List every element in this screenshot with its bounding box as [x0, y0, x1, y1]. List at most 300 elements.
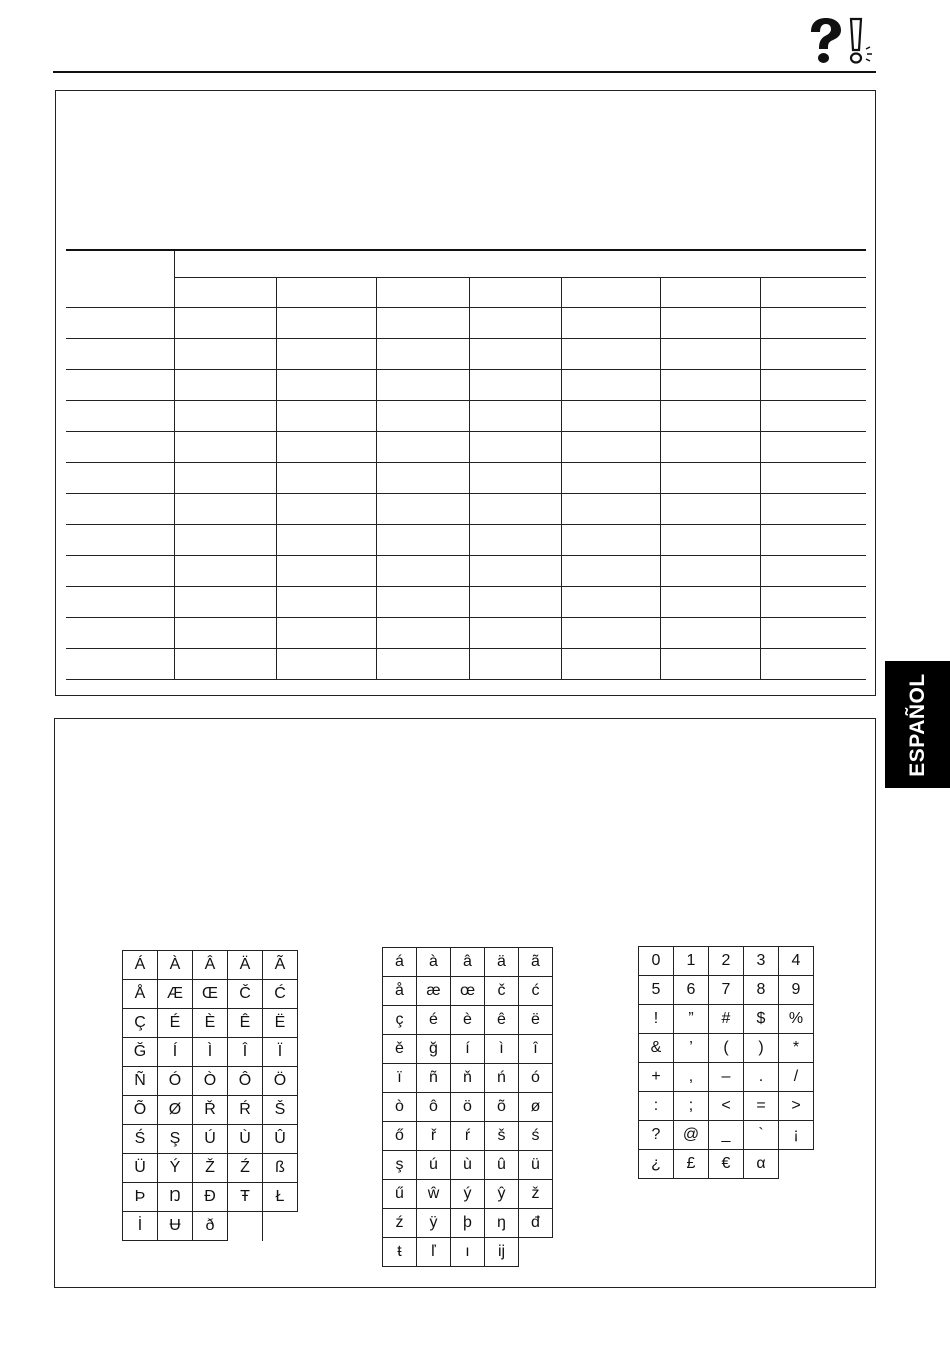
character-cell: ň — [451, 1064, 485, 1093]
character-cell: Â — [193, 951, 228, 980]
table-cell — [561, 617, 660, 648]
table-cell — [760, 586, 866, 617]
character-cell: ç — [383, 1006, 417, 1035]
table-cell — [174, 250, 866, 277]
table-cell — [174, 524, 276, 555]
table-cell — [760, 307, 866, 338]
table-cell — [660, 400, 760, 431]
character-cell: ü — [519, 1151, 553, 1180]
table-cell — [660, 369, 760, 400]
character-cell: Ŧ — [228, 1183, 263, 1212]
character-cell: ; — [674, 1092, 709, 1121]
table-cell — [276, 493, 376, 524]
table-cell — [469, 338, 561, 369]
character-cell: Ç — [123, 1009, 158, 1038]
character-cell: . — [744, 1063, 779, 1092]
character-cell: ŷ — [485, 1180, 519, 1209]
uppercase-character-grid — [122, 950, 298, 1241]
character-cell: Û — [263, 1125, 298, 1154]
character-cell: ø — [519, 1093, 553, 1122]
table-cell — [561, 400, 660, 431]
table-cell — [276, 277, 376, 307]
character-cell: % — [779, 1005, 814, 1034]
character-cell: > — [779, 1092, 814, 1121]
character-cell: 7 — [709, 976, 744, 1005]
table-cell — [660, 307, 760, 338]
character-cell: â — [451, 948, 485, 977]
character-cell: Ñ — [123, 1067, 158, 1096]
table-cell — [469, 431, 561, 462]
table-cell — [660, 586, 760, 617]
table-cell — [276, 524, 376, 555]
table-cell — [174, 617, 276, 648]
character-cell: Ú — [193, 1125, 228, 1154]
grid-row — [383, 1180, 553, 1209]
table-cell — [469, 369, 561, 400]
character-cell: # — [709, 1005, 744, 1034]
table-row — [66, 524, 866, 555]
table-cell — [276, 617, 376, 648]
lowercase-character-grid — [382, 947, 553, 1267]
character-cell: é — [417, 1006, 451, 1035]
character-cell: Ŕ — [228, 1096, 263, 1125]
table-cell — [66, 648, 174, 679]
character-cell: ş — [383, 1151, 417, 1180]
character-cell: , — [674, 1063, 709, 1092]
character-cell: æ — [417, 977, 451, 1006]
character-cell: Č — [228, 980, 263, 1009]
table-cell — [561, 277, 660, 307]
character-cell: Ý — [158, 1154, 193, 1183]
table-cell — [760, 648, 866, 679]
table-cell — [561, 338, 660, 369]
character-cell: 6 — [674, 976, 709, 1005]
character-cell: ” — [674, 1005, 709, 1034]
table-row — [66, 555, 866, 586]
character-cell: Î — [228, 1038, 263, 1067]
table-cell — [174, 400, 276, 431]
table-row — [66, 250, 866, 277]
table-row — [66, 586, 866, 617]
character-cell: Õ — [123, 1096, 158, 1125]
character-cell: 3 — [744, 947, 779, 976]
character-cell: Æ — [158, 980, 193, 1009]
grid-row — [123, 1212, 298, 1241]
table-cell — [760, 524, 866, 555]
character-cell: č — [485, 977, 519, 1006]
grid-row — [639, 976, 814, 1005]
table-cell — [760, 369, 866, 400]
character-cell: ÿ — [417, 1209, 451, 1238]
character-cell: Ù — [228, 1125, 263, 1154]
grid-row — [383, 1209, 553, 1238]
table-cell — [376, 524, 469, 555]
table-cell — [276, 648, 376, 679]
character-cell: ö — [451, 1093, 485, 1122]
table-cell — [174, 462, 276, 493]
table-cell — [174, 586, 276, 617]
character-cell: Đ — [193, 1183, 228, 1212]
table-cell — [276, 400, 376, 431]
table-cell — [174, 369, 276, 400]
table-cell — [376, 555, 469, 586]
character-cell: : — [639, 1092, 674, 1121]
character-cell: ó — [519, 1064, 553, 1093]
grid-row — [639, 1092, 814, 1121]
grid-row — [383, 1238, 553, 1267]
character-cell: þ — [451, 1209, 485, 1238]
table-cell — [376, 431, 469, 462]
character-cell: £ — [674, 1150, 709, 1179]
table-cell — [174, 277, 276, 307]
table-cell — [760, 617, 866, 648]
table-cell — [276, 555, 376, 586]
character-cell: _ — [709, 1121, 744, 1150]
character-cell: * — [779, 1034, 814, 1063]
character-cell: Ü — [123, 1154, 158, 1183]
character-cell: İ — [123, 1212, 158, 1241]
table-cell — [376, 586, 469, 617]
table-cell — [660, 431, 760, 462]
table-cell — [66, 431, 174, 462]
grid-row — [383, 1093, 553, 1122]
table-cell — [469, 462, 561, 493]
grid-row — [123, 1038, 298, 1067]
character-cell: Å — [123, 980, 158, 1009]
character-cell: ì — [485, 1035, 519, 1064]
character-cell: É — [158, 1009, 193, 1038]
table-cell — [376, 307, 469, 338]
character-cell: Ł — [263, 1183, 298, 1212]
table-cell — [66, 338, 174, 369]
character-cell: ð — [193, 1212, 228, 1241]
character-cell: 2 — [709, 947, 744, 976]
grid-row — [639, 1005, 814, 1034]
character-cell: Ś — [123, 1125, 158, 1154]
table-cell — [760, 431, 866, 462]
character-cell: 9 — [779, 976, 814, 1005]
character-cell: ô — [417, 1093, 451, 1122]
character-cell: Ã — [263, 951, 298, 980]
character-cell: Ô — [228, 1067, 263, 1096]
table-cell — [174, 648, 276, 679]
table-cell — [660, 617, 760, 648]
character-cell: α — [744, 1150, 779, 1179]
grid-row — [639, 947, 814, 976]
character-cell: ù — [451, 1151, 485, 1180]
grid-row — [639, 1034, 814, 1063]
character-cell: Ò — [193, 1067, 228, 1096]
character-cell: $ — [744, 1005, 779, 1034]
grid-row — [383, 977, 553, 1006]
table-cell — [66, 250, 174, 307]
character-cell — [779, 1150, 814, 1179]
character-cell: = — [744, 1092, 779, 1121]
character-cell: ij — [485, 1238, 519, 1267]
character-cell: ı — [451, 1238, 485, 1267]
table-cell — [66, 462, 174, 493]
table-cell — [561, 307, 660, 338]
grid-row — [123, 951, 298, 980]
character-cell: ê — [485, 1006, 519, 1035]
grid-row — [123, 1096, 298, 1125]
table-row — [66, 400, 866, 431]
table-row — [66, 431, 866, 462]
table-cell — [760, 555, 866, 586]
character-cell: Š — [263, 1096, 298, 1125]
character-cell: Ä — [228, 951, 263, 980]
character-cell: ë — [519, 1006, 553, 1035]
character-cell: Ź — [228, 1154, 263, 1183]
table-row — [66, 307, 866, 338]
character-cell: ű — [383, 1180, 417, 1209]
table-cell — [376, 462, 469, 493]
character-cell: ź — [383, 1209, 417, 1238]
grid-row — [639, 1150, 814, 1179]
character-cell: À — [158, 951, 193, 980]
character-cell: ć — [519, 977, 553, 1006]
frequency-table — [66, 249, 866, 680]
character-cell: ò — [383, 1093, 417, 1122]
character-cell: Ö — [263, 1067, 298, 1096]
table-cell — [66, 307, 174, 338]
table-cell — [276, 338, 376, 369]
table-cell — [760, 493, 866, 524]
character-cell: ` — [744, 1121, 779, 1150]
character-cell: ( — [709, 1034, 744, 1063]
table-row — [66, 338, 866, 369]
character-cell: å — [383, 977, 417, 1006]
grid-row — [123, 980, 298, 1009]
character-cell: û — [485, 1151, 519, 1180]
language-side-tab — [885, 661, 950, 788]
grid-row — [123, 1067, 298, 1096]
table-cell — [174, 431, 276, 462]
character-cell: Ʉ — [158, 1212, 193, 1241]
table-cell — [174, 338, 276, 369]
grid-row — [123, 1009, 298, 1038]
language-tab-label: ESPAÑOL — [905, 672, 929, 777]
character-cell: ¡ — [779, 1121, 814, 1150]
character-cell: à — [417, 948, 451, 977]
character-cell: ú — [417, 1151, 451, 1180]
character-cell: ! — [639, 1005, 674, 1034]
character-cell: Ř — [193, 1096, 228, 1125]
character-cell: / — [779, 1063, 814, 1092]
table-cell — [276, 369, 376, 400]
character-cell: Á — [123, 951, 158, 980]
character-cell: ï — [383, 1064, 417, 1093]
character-cell: š — [485, 1122, 519, 1151]
grid-row — [639, 1121, 814, 1150]
table-row — [66, 462, 866, 493]
character-cell: Ì — [193, 1038, 228, 1067]
character-cell: ’ — [674, 1034, 709, 1063]
table-cell — [561, 524, 660, 555]
table-cell — [376, 369, 469, 400]
character-cell — [519, 1238, 553, 1267]
table-cell — [469, 586, 561, 617]
table-row — [66, 277, 866, 307]
table-cell — [660, 648, 760, 679]
grid-row — [383, 948, 553, 977]
table-row — [66, 648, 866, 679]
table-cell — [276, 462, 376, 493]
table-cell — [66, 586, 174, 617]
character-cell: í — [451, 1035, 485, 1064]
character-cell: ) — [744, 1034, 779, 1063]
character-cell: ń — [485, 1064, 519, 1093]
grid-row — [383, 1006, 553, 1035]
character-cell: đ — [519, 1209, 553, 1238]
table-cell — [561, 648, 660, 679]
table-cell — [561, 493, 660, 524]
character-cell: 0 — [639, 947, 674, 976]
character-cell: Ŋ — [158, 1183, 193, 1212]
table-cell — [469, 400, 561, 431]
table-cell — [660, 462, 760, 493]
character-cell: ŧ — [383, 1238, 417, 1267]
character-cell: & — [639, 1034, 674, 1063]
character-cell: ŋ — [485, 1209, 519, 1238]
grid-row — [383, 1064, 553, 1093]
table-cell — [760, 462, 866, 493]
character-cell: < — [709, 1092, 744, 1121]
grid-row — [383, 1151, 553, 1180]
character-cell: @ — [674, 1121, 709, 1150]
table-cell — [66, 369, 174, 400]
table-cell — [660, 524, 760, 555]
character-cell: è — [451, 1006, 485, 1035]
character-cell: õ — [485, 1093, 519, 1122]
table-cell — [660, 555, 760, 586]
table-cell — [561, 369, 660, 400]
character-cell: î — [519, 1035, 553, 1064]
character-cell: ä — [485, 948, 519, 977]
table-cell — [376, 493, 469, 524]
table-cell — [561, 586, 660, 617]
character-cell: ŵ — [417, 1180, 451, 1209]
table-cell — [66, 400, 174, 431]
table-cell — [760, 338, 866, 369]
character-cell: Þ — [123, 1183, 158, 1212]
character-cell: Ó — [158, 1067, 193, 1096]
character-cell: Ğ — [123, 1038, 158, 1067]
table-row — [66, 369, 866, 400]
grid-row — [123, 1183, 298, 1212]
character-cell: ã — [519, 948, 553, 977]
table-cell — [66, 493, 174, 524]
character-cell: Ć — [263, 980, 298, 1009]
character-cell: ? — [639, 1121, 674, 1150]
table-cell — [276, 586, 376, 617]
table-cell — [561, 431, 660, 462]
table-cell — [376, 338, 469, 369]
table-cell — [660, 277, 760, 307]
character-cell: ś — [519, 1122, 553, 1151]
table-cell — [376, 277, 469, 307]
character-cell: È — [193, 1009, 228, 1038]
table-row — [66, 493, 866, 524]
table-cell — [660, 493, 760, 524]
table-cell — [376, 617, 469, 648]
table-cell — [174, 493, 276, 524]
table-cell — [760, 277, 866, 307]
table-cell — [469, 277, 561, 307]
table-cell — [561, 462, 660, 493]
character-cell: € — [709, 1150, 744, 1179]
character-cell: Œ — [193, 980, 228, 1009]
character-cell: 1 — [674, 947, 709, 976]
character-cell: ß — [263, 1154, 298, 1183]
grid-row — [123, 1154, 298, 1183]
character-cell — [228, 1212, 263, 1241]
table-cell — [174, 555, 276, 586]
grid-row — [639, 1063, 814, 1092]
table-cell — [174, 307, 276, 338]
grid-row — [383, 1035, 553, 1064]
character-cell: ¿ — [639, 1150, 674, 1179]
table-cell — [66, 617, 174, 648]
table-cell — [469, 524, 561, 555]
header-rule — [53, 71, 876, 73]
character-cell: œ — [451, 977, 485, 1006]
table-cell — [276, 431, 376, 462]
character-cell: 4 — [779, 947, 814, 976]
character-cell: Ï — [263, 1038, 298, 1067]
table-row — [66, 617, 866, 648]
table-cell — [469, 617, 561, 648]
table-cell — [469, 648, 561, 679]
character-cell: ž — [519, 1180, 553, 1209]
character-cell: ő — [383, 1122, 417, 1151]
character-cell: 8 — [744, 976, 779, 1005]
character-cell: ŕ — [451, 1122, 485, 1151]
character-cell: Ž — [193, 1154, 228, 1183]
character-cell: ř — [417, 1122, 451, 1151]
character-cell: Ş — [158, 1125, 193, 1154]
character-cell: Ø — [158, 1096, 193, 1125]
grid-row — [383, 1122, 553, 1151]
character-cell: ľ — [417, 1238, 451, 1267]
table-cell — [376, 648, 469, 679]
character-cell: Í — [158, 1038, 193, 1067]
character-cell: ğ — [417, 1035, 451, 1064]
question-exclamation-icon — [805, 16, 880, 66]
table-cell — [376, 400, 469, 431]
character-cell: á — [383, 948, 417, 977]
character-cell: + — [639, 1063, 674, 1092]
table-cell — [469, 555, 561, 586]
table-cell — [276, 307, 376, 338]
grid-row — [123, 1125, 298, 1154]
character-cell: Ê — [228, 1009, 263, 1038]
table-cell — [660, 338, 760, 369]
table-cell — [760, 400, 866, 431]
table-cell — [66, 555, 174, 586]
character-cell: ñ — [417, 1064, 451, 1093]
character-cell: ý — [451, 1180, 485, 1209]
table-cell — [561, 555, 660, 586]
character-cell: 5 — [639, 976, 674, 1005]
character-cell: Ë — [263, 1009, 298, 1038]
symbol-character-grid — [638, 946, 814, 1179]
character-cell: ě — [383, 1035, 417, 1064]
table-cell — [469, 493, 561, 524]
character-cell: – — [709, 1063, 744, 1092]
table-cell — [66, 524, 174, 555]
table-cell — [469, 307, 561, 338]
